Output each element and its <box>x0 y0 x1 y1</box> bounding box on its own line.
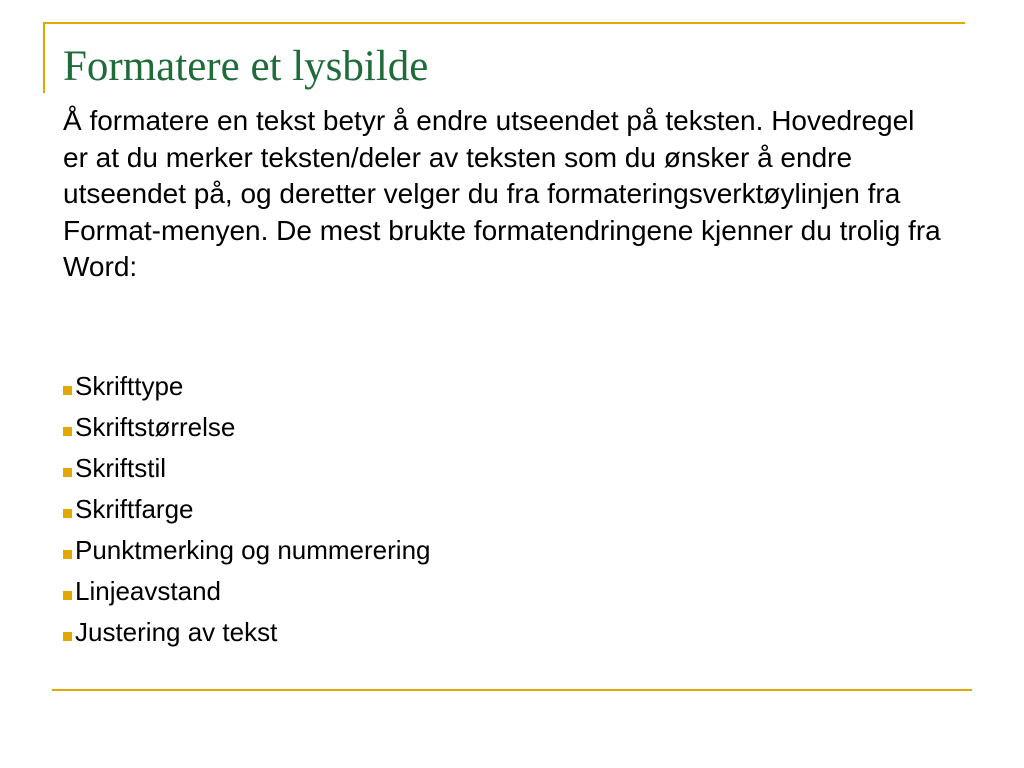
bullet-item <box>63 448 431 489</box>
slide-body-text: Å formatere en tekst betyr å endre utseendet på teksten. Hovedregel er at du merker teksten/deler av teksten som du ønsker å endre utseendet på, og deretter velger du fra formateringsverktøylinjen fra Format-menyen. De mest brukte formatendringene kjenner du trolig fra Word: <box>63 105 941 282</box>
bullet-item <box>63 407 431 448</box>
square-bullet-icon <box>63 550 72 559</box>
bullet-item <box>63 530 431 571</box>
bullet-item <box>63 612 431 653</box>
bullet-label: Linjeavstand <box>75 576 221 606</box>
bullet-label: Justering av tekst <box>75 617 278 647</box>
frame-bottom-rule <box>52 689 972 691</box>
bullet-item <box>63 489 431 530</box>
square-bullet-icon <box>63 468 72 477</box>
bullet-label: Skrifttype <box>75 371 184 401</box>
bullet-list <box>63 366 431 653</box>
bullet-label: Skriftstil <box>75 453 166 483</box>
frame-left-rule <box>43 22 45 93</box>
square-bullet-icon <box>63 591 72 600</box>
square-bullet-icon <box>63 509 72 518</box>
square-bullet-icon <box>63 386 72 395</box>
bullet-label: Punktmerking og nummerering <box>75 535 431 565</box>
bullet-label: Skriftstørrelse <box>75 412 236 442</box>
square-bullet-icon <box>63 427 72 436</box>
slide-title: Formatere et lysbilde <box>63 43 429 90</box>
bullet-item <box>63 571 431 612</box>
square-bullet-icon <box>63 632 72 641</box>
bullet-label: Skriftfarge <box>75 494 194 524</box>
bullet-item <box>63 366 431 407</box>
frame-top-rule <box>43 22 965 24</box>
